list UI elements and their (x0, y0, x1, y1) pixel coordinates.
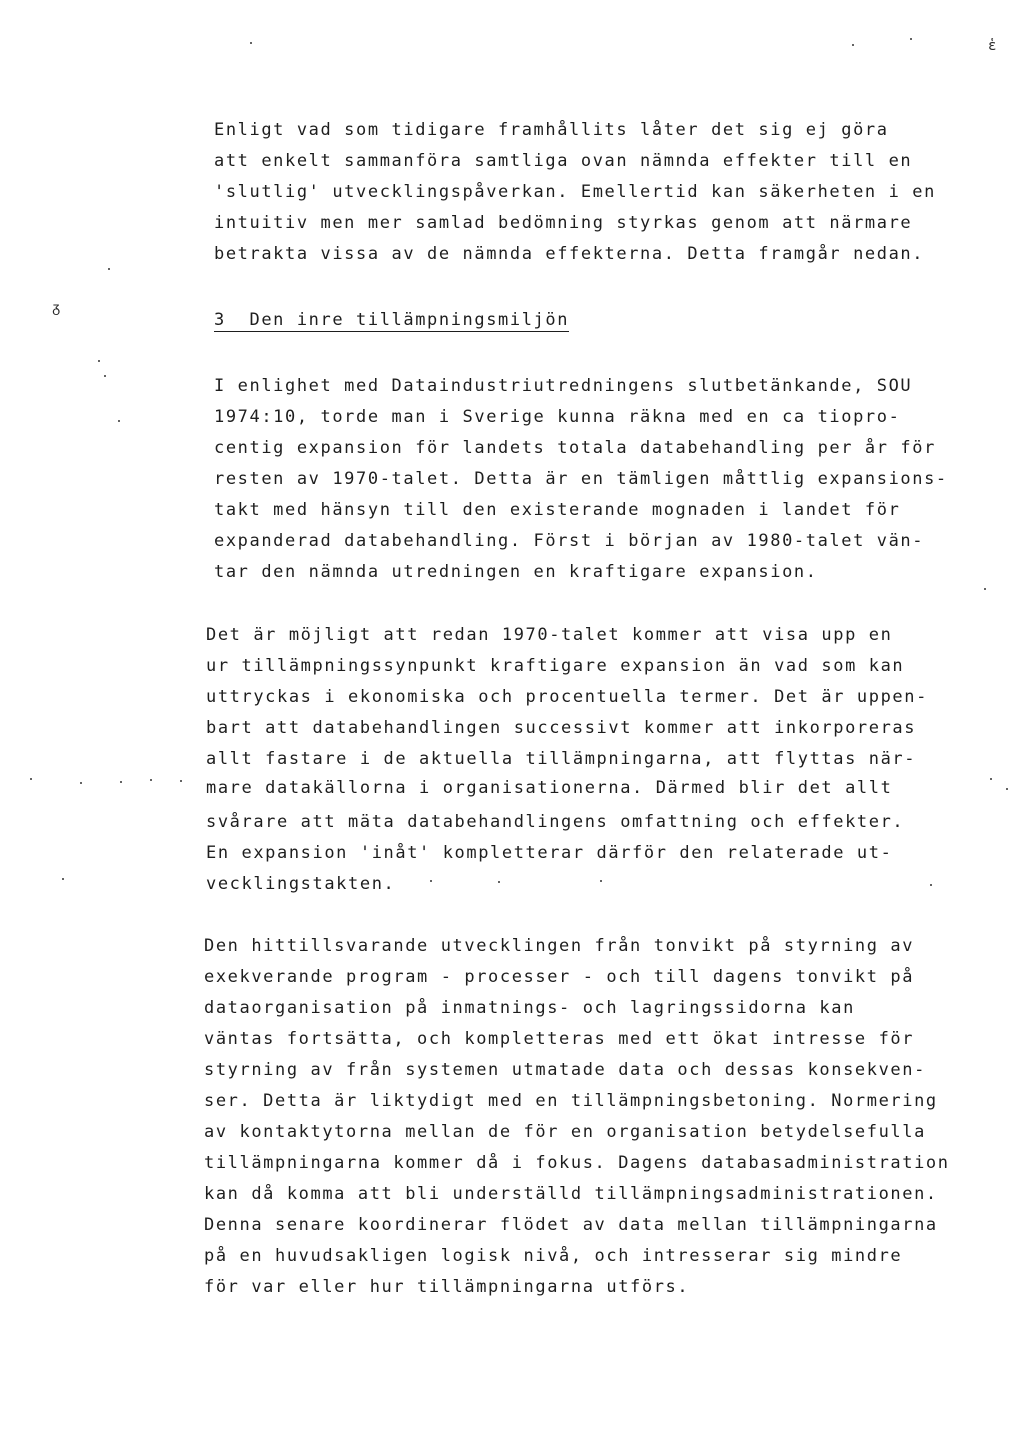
text-line: ur tillämpningssynpunkt kraftigare expansion än vad som kan (206, 656, 905, 676)
text-line: takt med hänsyn till den existerande mognaden i landet för (214, 500, 901, 520)
text-line: centig expansion för landets totala databehandling per år för (214, 438, 936, 458)
corner-mark: ἑ (988, 38, 997, 54)
text-line: betrakta vissa av de nämnda effekterna. Detta framgår nedan. (214, 244, 925, 264)
text-line: på en huvudsakligen logisk nivå, och intresserar sig mindre (204, 1246, 903, 1266)
text-line: expanderad databehandling. Först i början av 1980-talet vän- (214, 531, 925, 551)
scan-speckle (108, 268, 110, 270)
scan-speckle (910, 38, 912, 40)
text-line: styrning av från systemen utmatade data och dessas konsekven- (204, 1060, 926, 1080)
scan-speckle (30, 778, 32, 780)
text-line: mare datakällorna i organisationerna. Därmed blir det allt (206, 778, 893, 798)
text-line: tillämpningarna kommer då i fokus. Dagens databasadministration (204, 1153, 950, 1173)
scan-speckle (118, 420, 120, 422)
text-line: 'slutlig' utvecklingspåverkan. Emellertid kan säkerheten i en (214, 182, 936, 202)
text-line: av kontaktytorna mellan de för en organisation betydelsefulla (204, 1122, 926, 1142)
text-line: I enlighet med Dataindustriutredningens slutbetänkande, SOU (214, 376, 913, 396)
text-line: svårare att mäta databehandlingens omfattning och effekter. (206, 812, 905, 832)
scan-speckle (430, 880, 432, 882)
text-line: intuitiv men mer samlad bedömning styrkas genom att närmare (214, 213, 913, 233)
text-line: exekverande program - processer - och till dagens tonvikt på (204, 967, 915, 987)
scan-speckle (150, 779, 152, 781)
text-line: bart att databehandlingen successivt kommer att inkorporeras (206, 718, 917, 738)
scan-speckle (498, 881, 500, 883)
text-line: Denna senare koordinerar flödet av data mellan tillämpningarna (204, 1215, 938, 1235)
scan-speckle (62, 878, 64, 880)
text-line: Enligt vad som tidigare framhållits låter det sig ej göra (214, 120, 889, 140)
text-line: En expansion 'inåt' kompletterar därför den relaterade ut- (206, 843, 893, 863)
text-line: kan då komma att bli underställd tillämpningsadministrationen. (204, 1184, 938, 1204)
scan-speckle (104, 375, 106, 377)
text-line: ser. Detta är liktydigt med en tillämpningsbetoning. Normering (204, 1091, 938, 1111)
scan-speckle (990, 778, 992, 780)
text-line: Det är möjligt att redan 1970-talet kommer att visa upp en (206, 625, 893, 645)
text-line: resten av 1970-talet. Detta är en tämligen måttlig expansions- (214, 469, 948, 489)
text-line: allt fastare i de aktuella tillämpningarna, att flyttas när- (206, 749, 917, 769)
text-line: dataorganisation på inmatnings- och lagringssidorna kan (204, 998, 855, 1018)
scan-speckle (120, 781, 122, 783)
scan-speckle (250, 42, 252, 44)
scan-speckle (80, 782, 82, 784)
scan-speckle (1006, 788, 1008, 790)
section-heading: 3 Den inre tillämpningsmiljön (214, 310, 570, 330)
text-line: Den hittillsvarande utvecklingen från tonvikt på styrning av (204, 936, 915, 956)
scan-speckle (600, 880, 602, 882)
text-line: 1974:10, torde man i Sverige kunna räkna med en ca tiopro- (214, 407, 901, 427)
text-line: att enkelt sammanföra samtliga ovan nämnda effekter till en (214, 151, 913, 171)
scan-speckle (984, 588, 986, 590)
text-line: tar den nämnda utredningen en kraftigare expansion. (214, 562, 818, 582)
text-line: vecklingstakten. (206, 874, 396, 894)
scan-speckle (180, 780, 182, 782)
text-line: väntas fortsätta, och kompletteras med ett ökat intresse för (204, 1029, 915, 1049)
scan-speckle (852, 44, 854, 46)
scan-speckle (930, 884, 932, 886)
text-line: för var eller hur tillämpningarna utförs. (204, 1277, 690, 1297)
margin-mark: ᵹ (52, 300, 61, 316)
text-line: uttryckas i ekonomiska och procentuella termer. Det är uppen- (206, 687, 928, 707)
scan-speckle (98, 360, 100, 362)
